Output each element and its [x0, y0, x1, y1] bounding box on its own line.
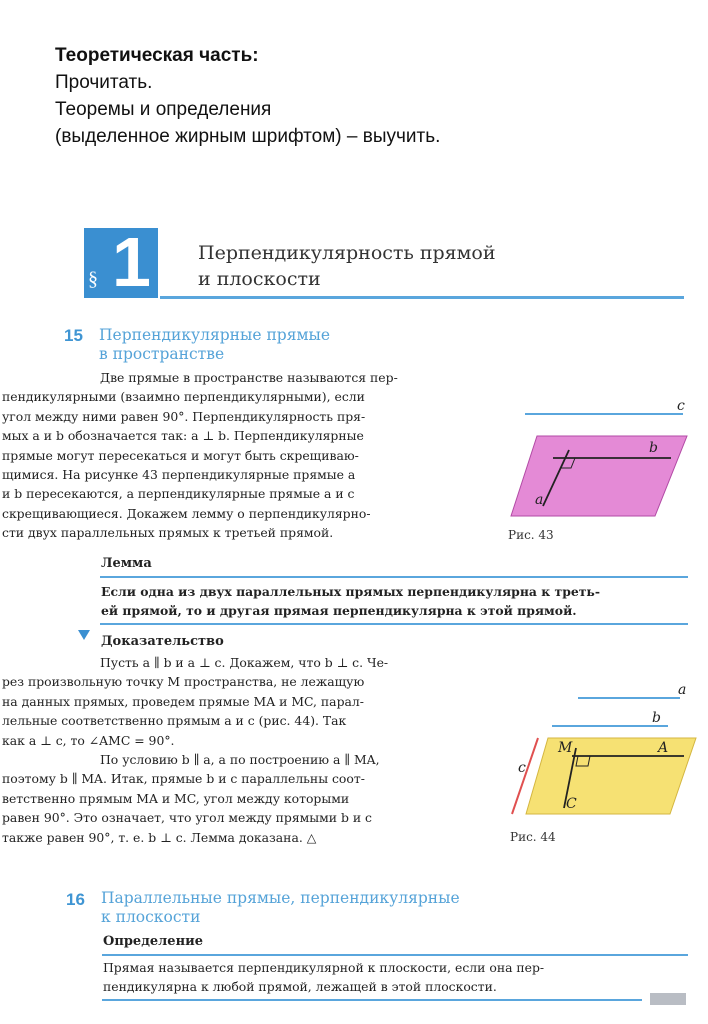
lemma-line: Если одна из двух параллельных прямых перпендикулярна к треть- — [101, 584, 600, 599]
proof-line: По условию b ∥ a, а по построению a ∥ MA, — [100, 752, 380, 768]
figure-44 — [508, 680, 698, 830]
section-title-line-2: и плоскости — [198, 268, 321, 290]
section-number: 1 — [112, 223, 151, 301]
fig43-label-b: b — [649, 440, 658, 456]
definition-top-rule — [102, 954, 688, 956]
p15-line: сти двух параллельных прямых к третьей прямой. — [2, 525, 334, 541]
paragraph-15-text — [2, 368, 482, 543]
lemma-line: ей прямой, то и другая прямая перпендикулярна к этой прямой. — [101, 603, 577, 618]
section-title-line-1: Перпендикулярность прямой — [198, 242, 496, 264]
section-rule — [160, 296, 684, 299]
fig43-label-c: c — [677, 398, 685, 414]
lemma-text — [101, 582, 687, 620]
section-symbol: § — [88, 268, 98, 290]
definition-line: Прямая называется перпендикулярной к плоскости, если она пер- — [103, 960, 545, 975]
paragraph-16-title-line-1: Параллельные прямые, перпендикулярные — [101, 889, 460, 907]
p15-line: Две прямые в пространстве называются пер- — [100, 370, 398, 385]
paragraph-15-title-line-1: Перпендикулярные прямые — [99, 326, 331, 344]
intro-line-1: Прочитать. — [55, 72, 153, 93]
p15-line: прямые могут пересекаться и могут быть скрещиваю- — [2, 447, 359, 463]
proof-line: поэтому b ∥ MA. Итак, прямые b и c параллельны соот- — [2, 771, 365, 787]
section-title — [198, 240, 496, 292]
proof-line: равен 90°. Это означает, что угол между прямыми b и c — [2, 810, 372, 826]
p15-line: щимися. На рисунке 43 перпендикулярные прямые a — [2, 467, 356, 483]
fig44-label-b: b — [652, 710, 661, 726]
fig44-label-c: c — [518, 760, 526, 776]
p15-line: мых a и b обозначается так: a ⊥ b. Перпендикулярные — [2, 428, 364, 444]
lemma-bottom-rule — [100, 623, 688, 625]
proof-text — [2, 653, 487, 847]
section-badge — [84, 223, 158, 301]
proof-line: ветственно прямым MA и MC, угол между которыми — [2, 790, 350, 806]
p15-line: угол между ними равен 90°. Перпендикулярность пря- — [2, 408, 366, 424]
p15-line: и b пересекаются, а перпендикулярные прямые a и c — [2, 486, 355, 502]
paragraph-16-number: 16 — [66, 890, 85, 909]
definition-line: пендикулярна к любой прямой, лежащей в этой плоскости. — [103, 979, 497, 995]
fig44-caption: Рис. 44 — [510, 830, 556, 844]
paragraph-16-title — [101, 889, 460, 927]
fig44-label-A: A — [658, 740, 669, 756]
definition-head: Определение — [103, 934, 204, 949]
proof-line: лельные соответственно прямым a и c (рис. 44). Так — [2, 713, 347, 729]
proof-line: Пусть a ∥ b и a ⊥ c. Докажем, что b ⊥ c. Че- — [100, 655, 389, 670]
p15-line: скрещивающиеся. Докажем лемму о перпендикулярно- — [2, 505, 371, 521]
intro-title: Теоретическая часть: — [55, 45, 259, 66]
proof-line: также равен 90°, т. е. b ⊥ c. Лемма доказана. △ — [2, 829, 317, 845]
fig43-caption: Рис. 43 — [508, 528, 554, 542]
intro-line-2: Теоремы и определения — [55, 99, 272, 120]
page-corner-mark — [650, 993, 686, 1005]
proof-line: на данных прямых, проведем прямые MA и MC, парал- — [2, 693, 364, 709]
paragraph-16-title-line-2: к плоскости — [101, 908, 201, 926]
p15-line: пендикулярными (взаимно перпендикулярными), если — [2, 389, 365, 405]
lemma-top-rule — [100, 576, 688, 578]
fig44-plane — [526, 738, 696, 814]
definition-bottom-rule — [102, 999, 642, 1001]
fig44-label-a: a — [678, 682, 687, 698]
paragraph-15-title-line-2: в пространстве — [99, 345, 225, 363]
fig44-label-M: M — [558, 740, 573, 756]
proof-head: Доказательство — [101, 634, 224, 649]
lemma-head: Лемма — [101, 556, 152, 571]
proof-triangle-icon — [78, 630, 90, 640]
proof-line: как a ⊥ c, то ∠AMC = 90°. — [2, 732, 175, 748]
intro-block — [55, 42, 440, 150]
fig43-label-a: a — [535, 492, 544, 508]
paragraph-15-number: 15 — [64, 326, 83, 345]
proof-line: рез произвольную точку M пространства, не лежащую — [2, 674, 365, 690]
fig44-label-C: C — [566, 796, 577, 812]
paragraph-15-title — [99, 326, 330, 364]
intro-line-3: (выделенное жирным шрифтом) – выучить. — [55, 126, 441, 147]
definition-text — [103, 958, 687, 997]
